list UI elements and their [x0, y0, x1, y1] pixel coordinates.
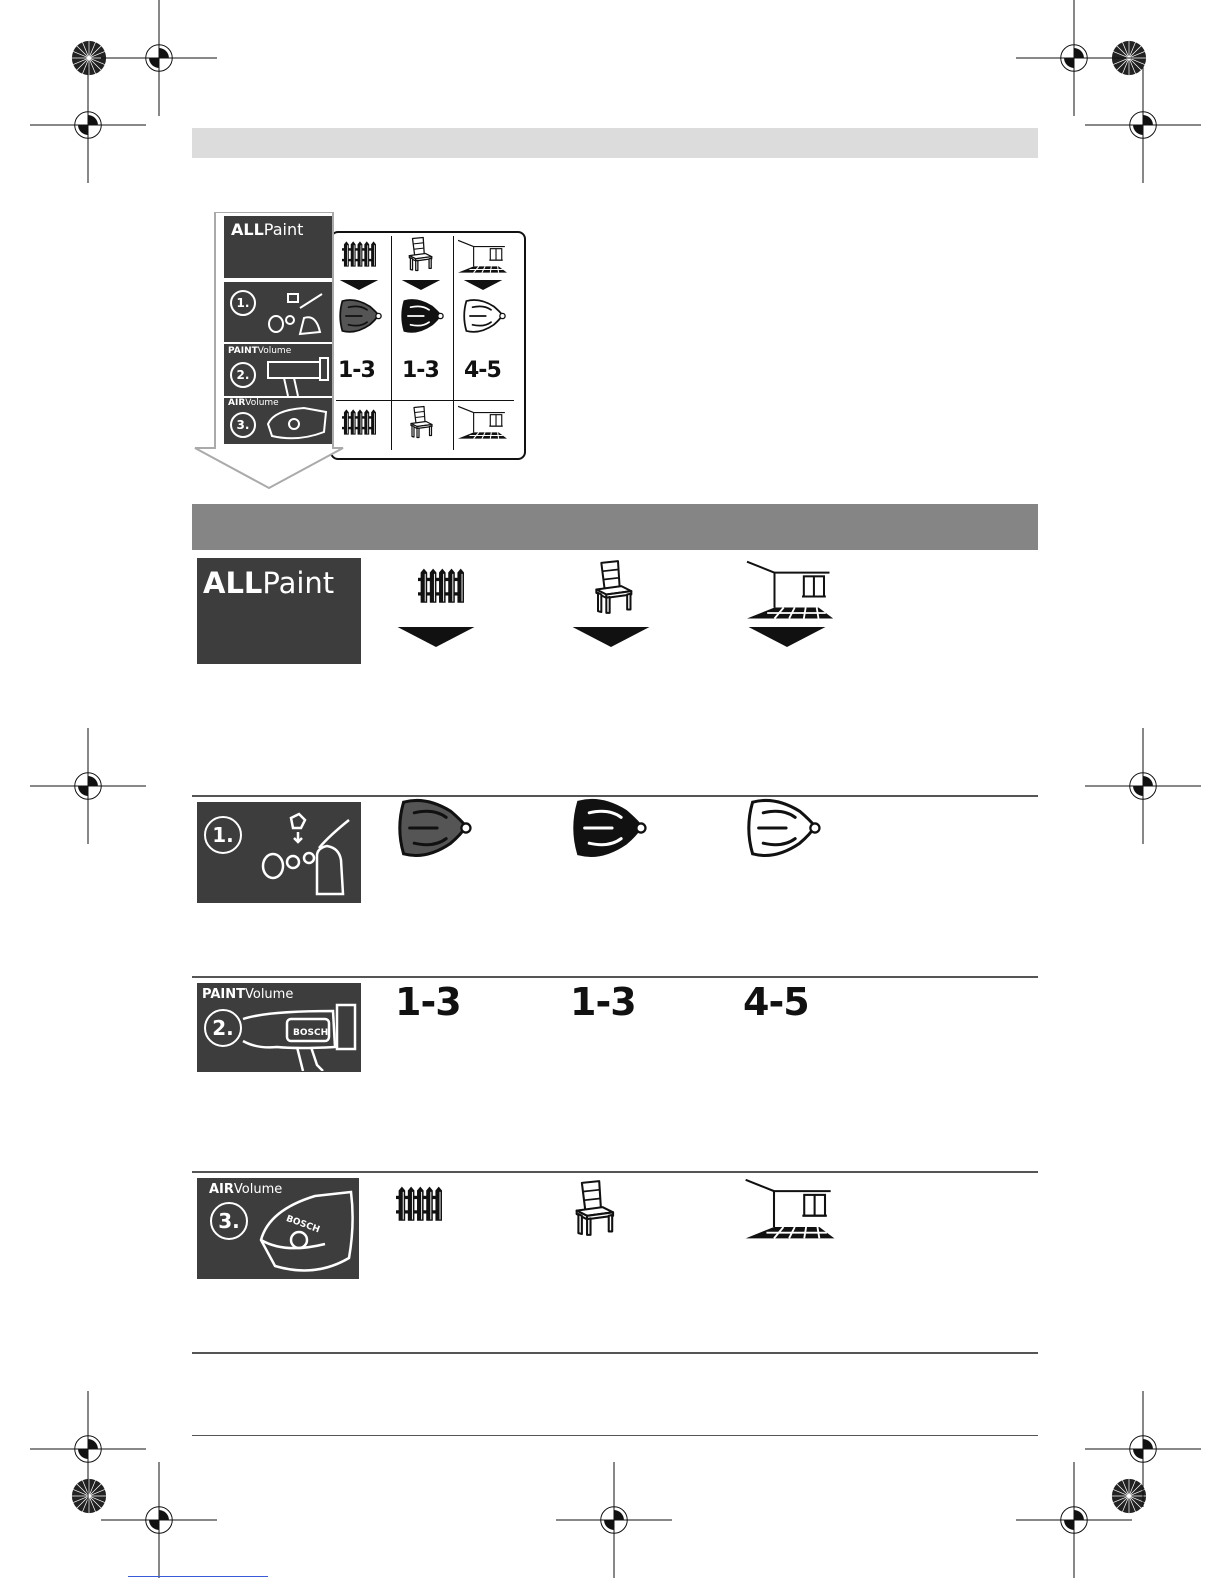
- air-volume-dial-icon: [264, 402, 330, 442]
- paint-volume-value: 1-3: [402, 358, 439, 383]
- registration-mark-icon: [1016, 1462, 1132, 1578]
- mini-brand-logo: ALLPaint: [231, 220, 304, 239]
- arrow-down-icon: [462, 280, 504, 290]
- section-bar: [192, 504, 1038, 550]
- svg-text:BOSCH: BOSCH: [293, 1028, 329, 1038]
- air-volume-label: AIRVolume: [228, 398, 279, 408]
- paint-volume-label: PAINTVolume: [202, 987, 294, 1002]
- paint-volume-value: 4-5: [743, 980, 809, 1024]
- grey-nozzle-icon: [338, 298, 382, 334]
- chair-icon: [588, 558, 638, 616]
- room-wall-icon: [745, 558, 837, 624]
- air-volume-label: AIRVolume: [209, 1182, 283, 1197]
- step-number-badge: 3.: [210, 1202, 248, 1240]
- room-wall-icon: [458, 404, 508, 442]
- step-1-tile: [197, 802, 361, 903]
- row-divider: [192, 1352, 1038, 1354]
- registration-mark-icon: [1085, 728, 1201, 844]
- registration-mark-icon: [101, 1462, 217, 1578]
- mini-step-3-tile: [224, 398, 332, 444]
- arrow-down-icon: [338, 280, 380, 290]
- step-number-badge: 1.: [230, 290, 256, 316]
- grey-nozzle-icon: [396, 793, 472, 863]
- black-nozzle-icon: [571, 793, 647, 863]
- arrow-down-icon: [572, 627, 650, 647]
- arrow-down-icon: [400, 280, 442, 290]
- white-nozzle-icon: [745, 793, 821, 863]
- black-nozzle-icon: [400, 298, 444, 334]
- white-nozzle-icon: [462, 298, 506, 334]
- room-wall-icon: [458, 238, 508, 276]
- air-volume-dial-icon: [255, 1184, 359, 1278]
- svg-text:BOSCH: BOSCH: [284, 1214, 322, 1236]
- registration-mark-icon: [1085, 67, 1201, 183]
- paint-volume-value: 4-5: [464, 358, 501, 383]
- chair-icon: [404, 236, 436, 272]
- paint-volume-dial-icon: [237, 1001, 359, 1071]
- step-number-badge: 2.: [204, 1009, 242, 1047]
- paint-volume-dial-icon: [264, 352, 330, 396]
- row-divider: [192, 1171, 1038, 1173]
- fence-icon: [342, 240, 376, 270]
- row-divider: [336, 400, 514, 401]
- registration-mark-icon: [30, 728, 146, 844]
- row-divider: [192, 976, 1038, 978]
- arrow-down-icon: [748, 627, 826, 647]
- chair-icon: [406, 404, 436, 440]
- footer-divider: [192, 1435, 1038, 1436]
- step-2-tile: [197, 983, 361, 1072]
- paint-volume-value: 1-3: [570, 980, 636, 1024]
- registration-mark-icon: [30, 67, 146, 183]
- arrow-down-icon: [397, 627, 475, 647]
- column-divider: [391, 236, 392, 450]
- paint-volume-value: 1-3: [395, 980, 461, 1024]
- registration-mark-icon: [556, 1462, 672, 1578]
- fence-icon: [342, 408, 376, 438]
- room-wall-icon: [745, 1176, 837, 1244]
- fence-icon: [418, 561, 464, 613]
- paint-volume-value: 1-3: [338, 358, 375, 383]
- step-3-tile: [197, 1178, 359, 1279]
- step-number-badge: 1.: [204, 816, 242, 854]
- fence-icon: [396, 1178, 442, 1232]
- step-number-badge: 3.: [230, 412, 256, 438]
- paint-volume-label: PAINTVolume: [228, 346, 292, 356]
- mini-step-2-tile: [224, 344, 332, 396]
- brand-tile: [197, 558, 361, 664]
- step-number-badge: 2.: [230, 362, 256, 388]
- mini-step-1-tile: [224, 282, 332, 342]
- column-divider: [453, 236, 454, 450]
- footer-link-underline: [128, 1576, 268, 1577]
- brand-logo: ALLPaint: [203, 566, 335, 600]
- chair-icon: [568, 1178, 620, 1238]
- nozzle-assembly-icon: [257, 808, 357, 900]
- header-bar: [192, 128, 1038, 158]
- nozzle-assembly-icon: [264, 288, 328, 338]
- mini-brand-tile: [224, 216, 332, 278]
